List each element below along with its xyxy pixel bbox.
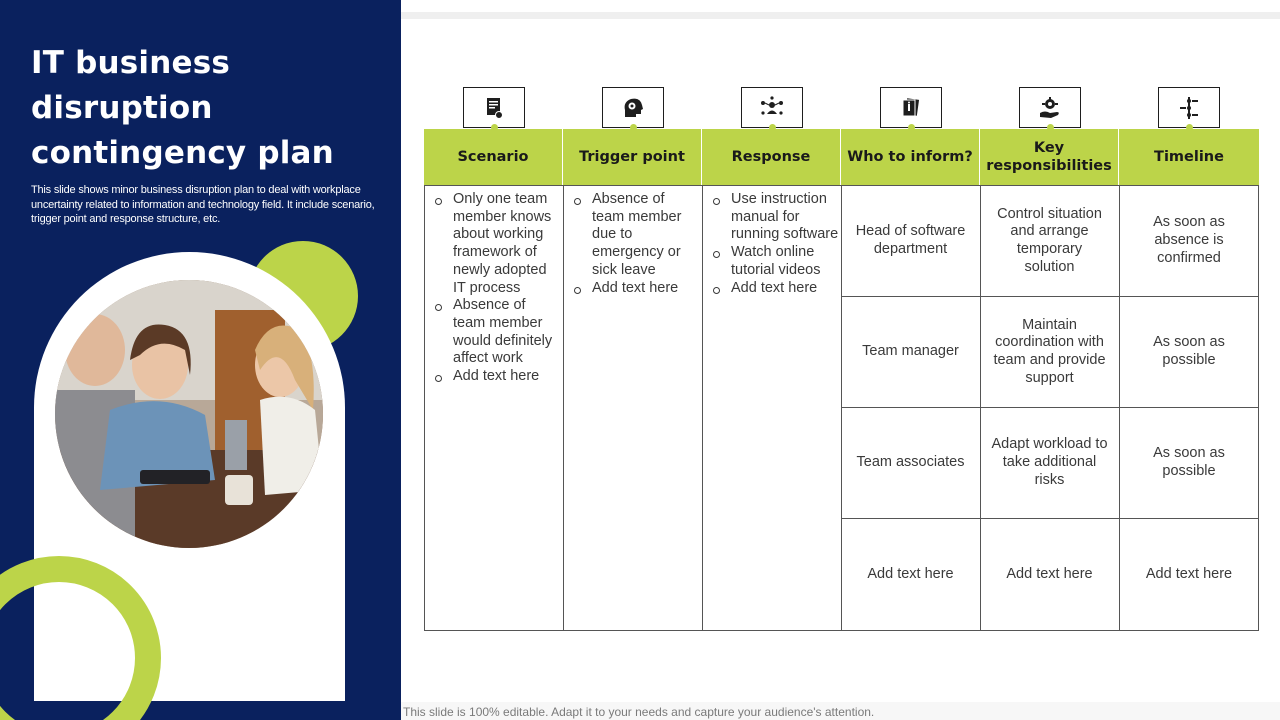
header-key-responsibilities: Key responsibilities xyxy=(980,129,1119,185)
header-scenario: Scenario xyxy=(424,129,563,185)
document-certificate-icon xyxy=(463,87,525,128)
cell-responsibility: Control situation and arrange temporary solution xyxy=(997,205,1102,275)
team-photo xyxy=(55,280,323,548)
cell-timeline: Add text here xyxy=(1145,565,1233,582)
cell-timeline: As soon as possible xyxy=(1153,334,1225,368)
timeline-list-icon xyxy=(1158,87,1220,128)
list-item: Use instruction manual for running software xyxy=(702,191,839,244)
cell-inform: Add text here xyxy=(867,565,954,582)
scenario-list xyxy=(424,191,561,386)
header-who-to-inform: Who to inform? xyxy=(841,129,980,185)
list-item: Absence of team member due to emergency or sick leave xyxy=(563,191,700,280)
hand-gear-icon xyxy=(1019,87,1081,128)
slide-subtitle: This slide shows minor business disruption plan to deal with workplace uncertainty related to information and technology field. It include scenario, trigger point and response structure, etc. xyxy=(31,184,375,225)
header-response: Response xyxy=(702,129,841,185)
head-gear-icon xyxy=(602,87,664,128)
top-accent-bar xyxy=(401,12,1280,19)
trigger-list xyxy=(563,191,700,297)
grid-line xyxy=(424,630,1259,631)
list-item: Add text here xyxy=(702,280,839,298)
list-item: Add text here xyxy=(424,368,561,386)
cell-inform: Head of software department xyxy=(855,223,966,257)
header-timeline: Timeline xyxy=(1119,129,1259,185)
list-item: Watch online tutorial videos xyxy=(702,244,839,279)
left-panel xyxy=(0,0,401,720)
contingency-table xyxy=(424,129,1259,631)
cell-timeline: As soon as absence is confirmed xyxy=(1153,214,1225,266)
footer-note: This slide is 100% editable. Adapt it to your needs and capture your audience's attention. xyxy=(403,705,875,719)
cell-timeline: As soon as possible xyxy=(1153,445,1225,479)
cell-inform: Team manager xyxy=(862,343,959,360)
slide-title: IT business disruption contingency plan xyxy=(31,45,334,171)
cell-inform: Team associates xyxy=(856,454,965,471)
info-document-icon xyxy=(880,87,942,128)
cell-responsibility: Adapt workload to take additional risks xyxy=(991,436,1108,488)
header-trigger-point: Trigger point xyxy=(563,129,702,185)
list-item: Absence of team member would definitely affect work xyxy=(424,297,561,368)
cell-responsibility: Add text here xyxy=(1006,565,1093,582)
network-person-icon xyxy=(741,87,803,128)
cell-responsibility: Maintain coordination with team and provide support xyxy=(993,316,1106,386)
response-list xyxy=(702,191,839,297)
list-item: Add text here xyxy=(563,280,700,298)
list-item: Only one team member knows about working framework of newly adopted IT process xyxy=(424,191,561,297)
